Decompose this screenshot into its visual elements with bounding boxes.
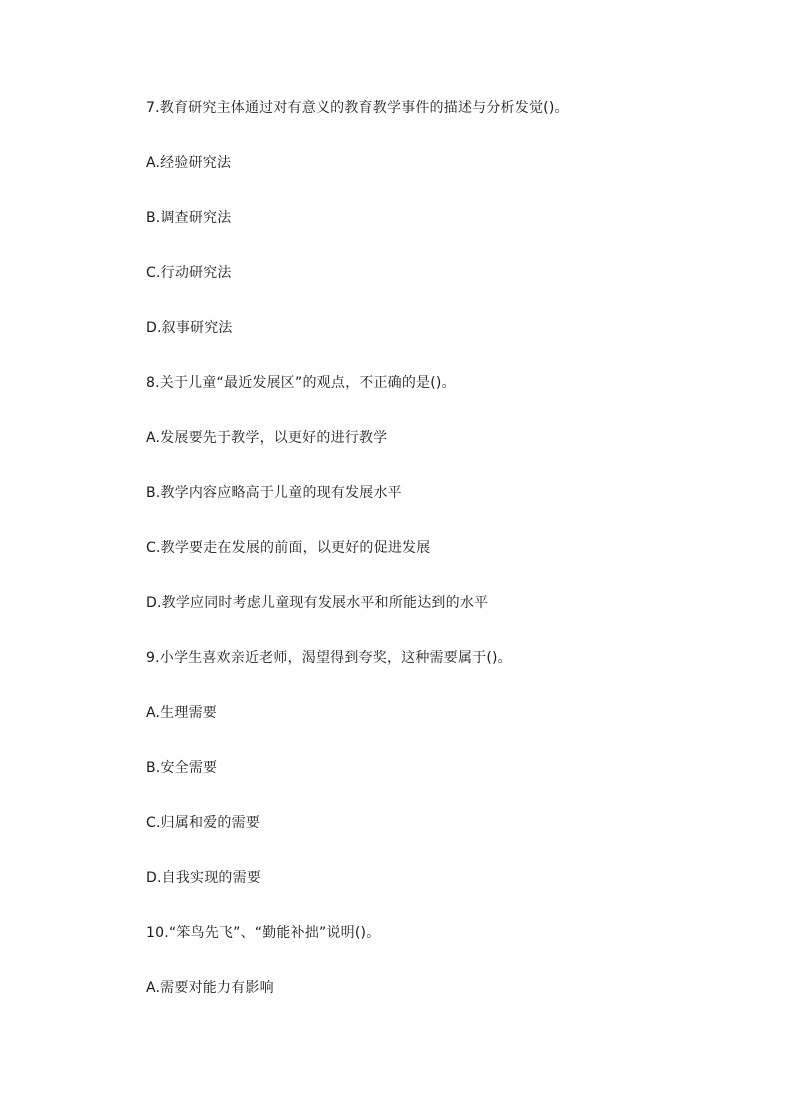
question-8-stem: 8.关于儿童“最近发展区”的观点，不正确的是()。 [146, 375, 456, 391]
question-10-option-a: A.需要对能力有影响 [146, 980, 274, 996]
question-8-option-b: B.教学内容应略高于儿童的现有发展水平 [146, 485, 402, 501]
question-8-option-c: C.教学要走在发展的前面，以更好的促进发展 [146, 540, 431, 556]
question-9-option-b: B.安全需要 [146, 760, 218, 776]
question-7-option-a: A.经验研究法 [146, 155, 232, 171]
question-9-option-c: C.归属和爱的需要 [146, 815, 261, 831]
question-7-option-c: C.行动研究法 [146, 265, 232, 281]
question-9-stem: 9.小学生喜欢亲近老师，渴望得到夸奖，这种需要属于()。 [146, 650, 512, 666]
question-8-option-d: D.教学应同时考虑儿童现有发展水平和所能达到的水平 [146, 595, 489, 611]
question-7-option-d: D.叙事研究法 [146, 320, 233, 336]
question-7-stem: 7.教育研究主体通过对有意义的教育教学事件的描述与分析发觉()。 [146, 100, 569, 116]
question-9-option-d: D.自我实现的需要 [146, 870, 262, 886]
question-8-option-a: A.发展要先于教学，以更好的进行教学 [146, 430, 388, 446]
question-10-stem: 10.“笨鸟先飞”、“勤能补拙”说明()。 [146, 925, 381, 941]
question-7-option-b: B.调查研究法 [146, 210, 232, 226]
question-9-option-a: A.生理需要 [146, 705, 217, 721]
